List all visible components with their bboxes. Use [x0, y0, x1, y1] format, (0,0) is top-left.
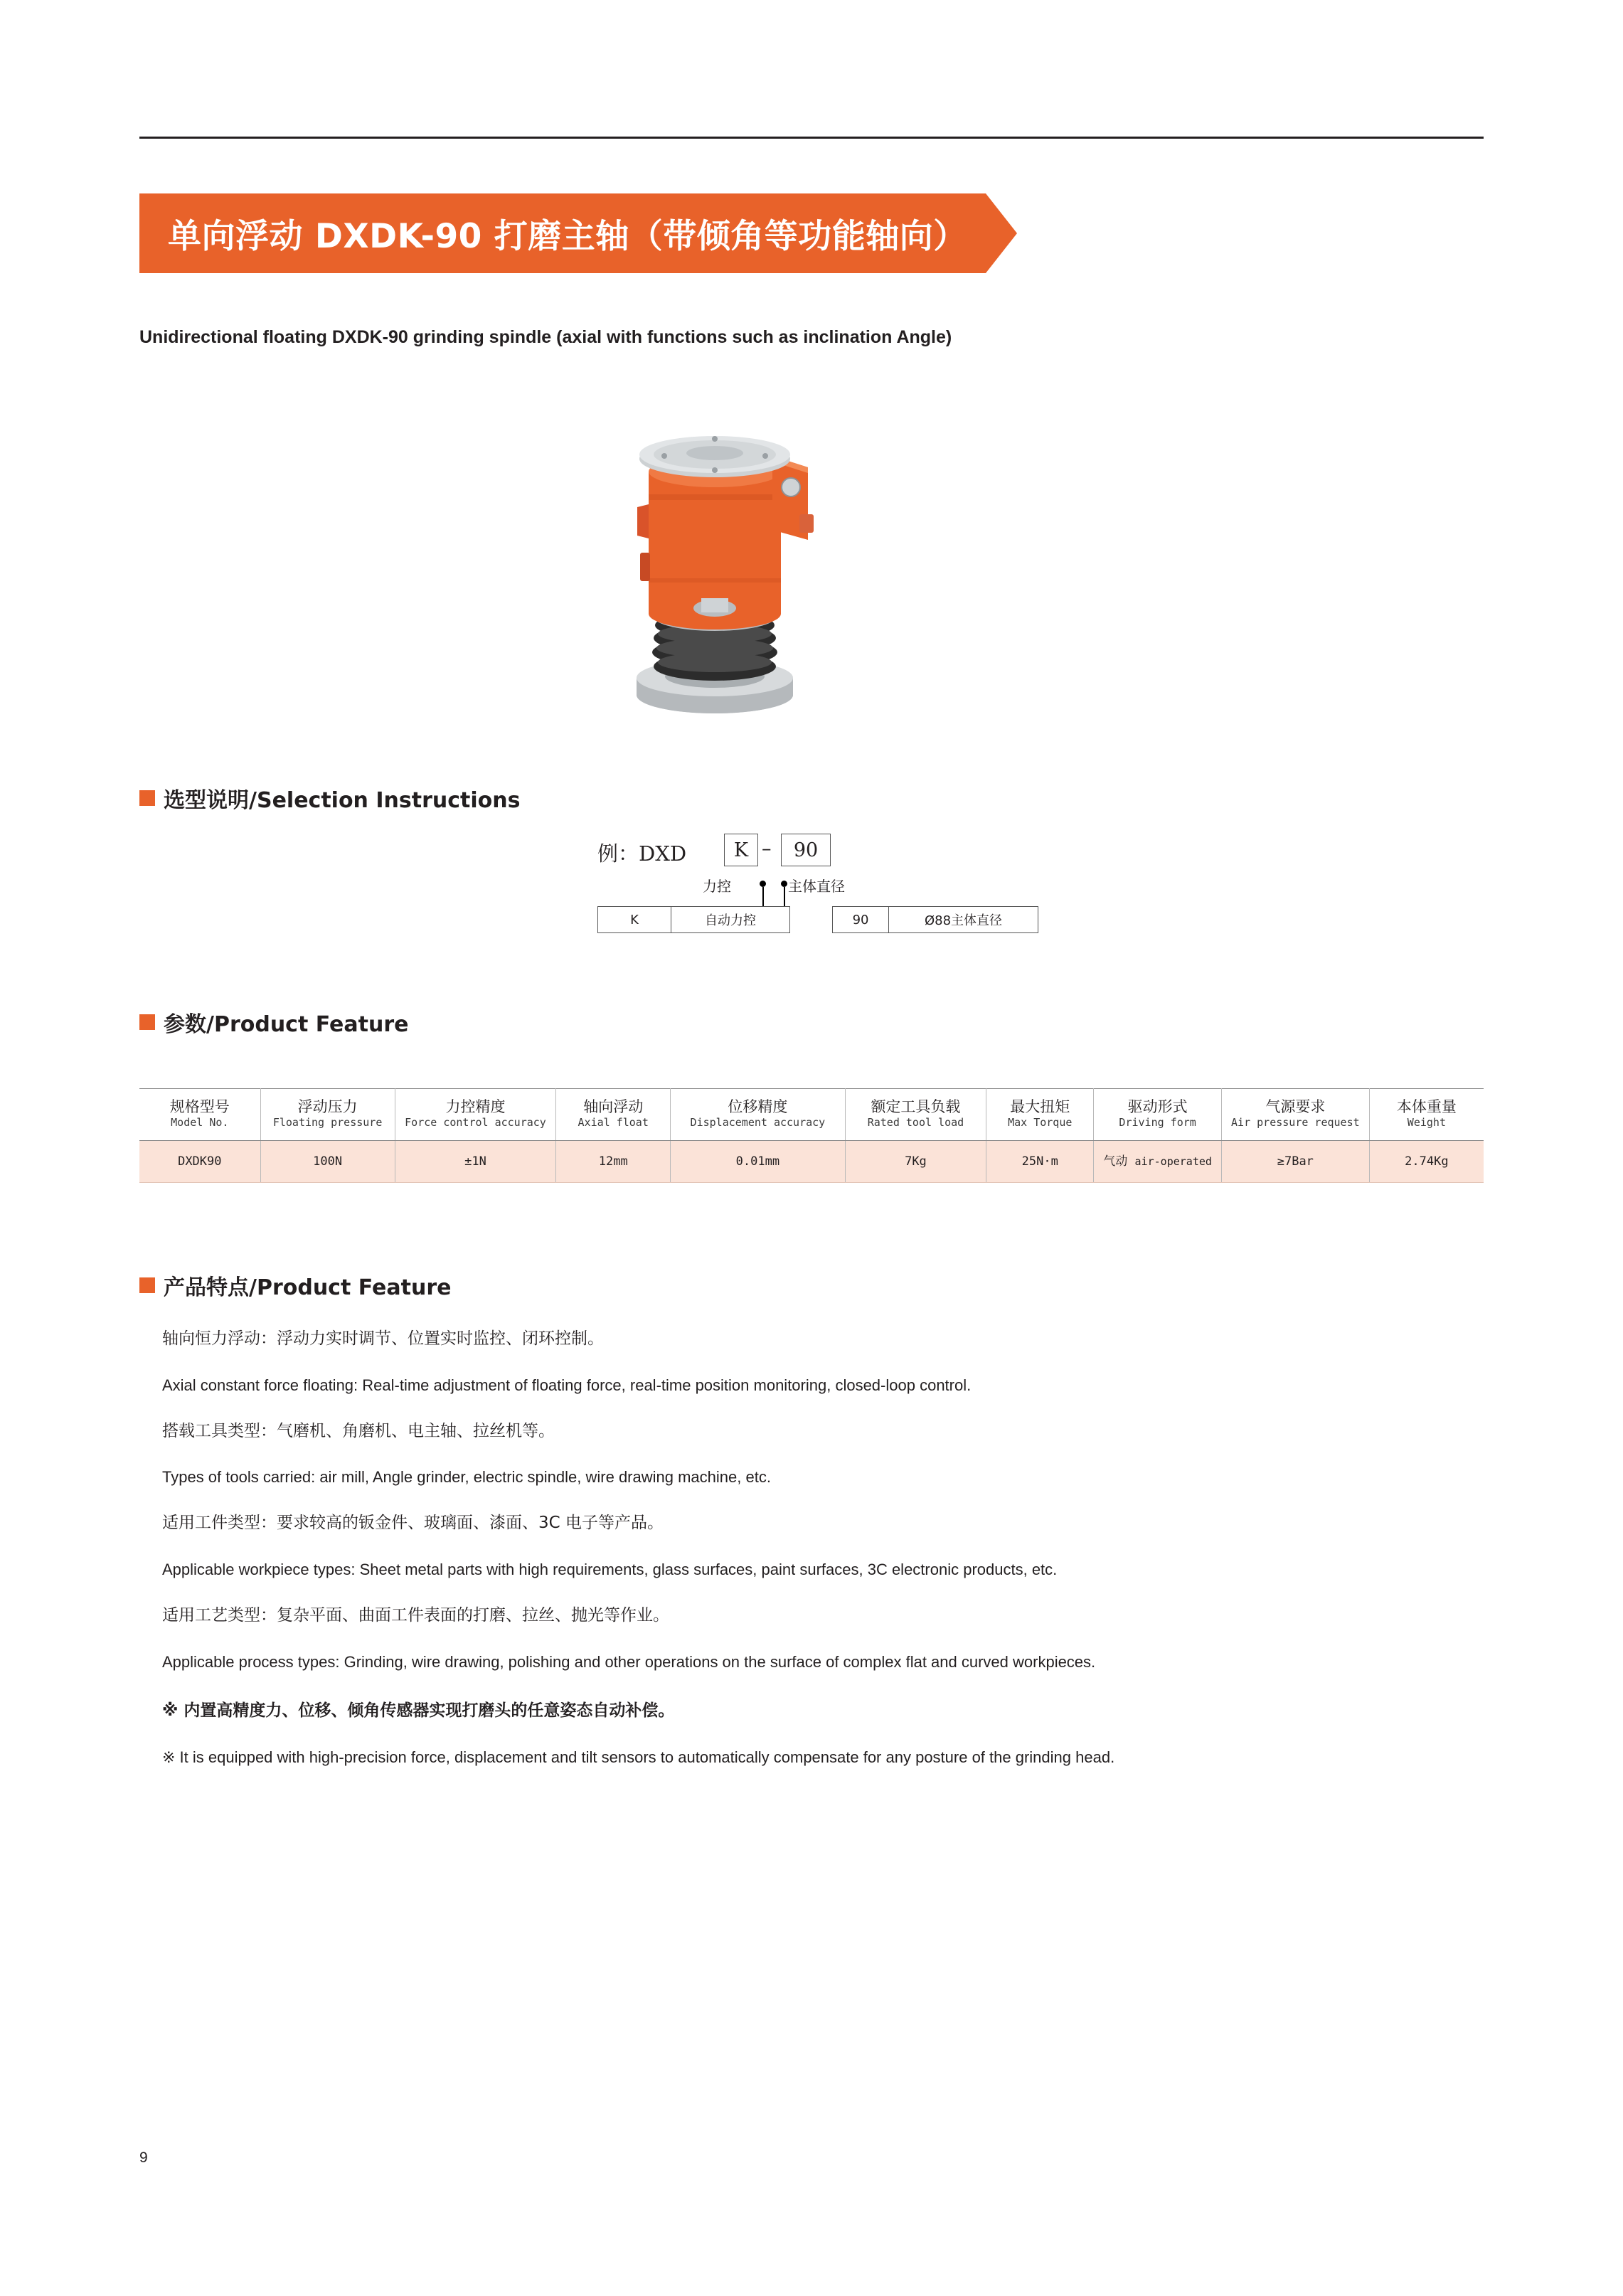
table-row — [139, 1140, 1484, 1182]
section-heading-selection-label: 选型说明/Selection Instructions — [164, 788, 521, 813]
selection-leader-force — [762, 887, 764, 907]
selection-code-box-diameter: 90 — [781, 834, 831, 866]
selection-leader-diameter — [784, 887, 785, 907]
col-force-accuracy: 力控精度 Force control accuracy — [395, 1089, 556, 1141]
feature-paragraph: 轴向恒力浮动：浮动力实时调节、位置实时监控、闭环控制。 — [162, 1329, 604, 1348]
square-bullet-icon — [139, 1014, 155, 1030]
product-photo — [569, 388, 868, 729]
feature-paragraph-note: ※ 内置高精度力、位移、倾角传感器实现打磨头的任意姿态自动补偿。 — [162, 1701, 675, 1720]
feature-paragraph: 适用工件类型：要求较高的钣金件、玻璃面、漆面、3C 电子等产品。 — [162, 1514, 664, 1533]
page-subtitle: Unidirectional floating DXDK-90 grinding spindle (axial with functions such as inclination Angle) — [139, 327, 952, 347]
title-banner — [139, 193, 1017, 273]
header-divider — [139, 137, 1484, 139]
page-number: 9 — [139, 2149, 148, 2166]
selection-diagram — [597, 832, 1038, 946]
selection-force-desc: 自动力控 — [671, 907, 790, 933]
selection-dot-force — [760, 881, 766, 887]
feature-paragraph: Applicable workpiece types: Sheet metal parts with high requirements, glass surfaces, paint surfaces, 3C electronic products, etc. — [162, 1561, 1058, 1579]
section-heading-parameters-label: 参数/Product Feature — [164, 1012, 409, 1037]
col-driving-form: 驱动形式 Driving form — [1094, 1089, 1222, 1141]
section-heading-selection — [139, 782, 520, 814]
selection-dot-diameter — [781, 881, 787, 887]
parameter-table — [139, 1088, 1484, 1183]
selection-diameter-desc: Ø88主体直径 — [889, 907, 1038, 933]
cell-floating-pressure: 100N — [260, 1140, 395, 1182]
section-heading-parameters — [139, 1006, 408, 1038]
cell-driving-form-en: air-operated — [1134, 1154, 1212, 1168]
selection-label-diameter: 主体直径 — [788, 878, 845, 895]
features-body — [162, 1327, 1469, 1791]
parameter-table-head — [139, 1089, 1484, 1141]
col-floating-pressure: 浮动压力 Floating pressure — [260, 1089, 395, 1141]
feature-paragraph: Applicable process types: Grinding, wire drawing, polishing and other operations on the surface of complex flat and curved workpieces. — [162, 1652, 1096, 1671]
cell-rated-tool-load: 7Kg — [845, 1140, 986, 1182]
feature-paragraph: Types of tools carried: air mill, Angle grinder, electric spindle, wire drawing machine, etc. — [162, 1468, 771, 1487]
col-air-pressure: 气源要求 Air pressure request — [1221, 1089, 1369, 1141]
square-bullet-icon — [139, 1277, 155, 1293]
cell-driving-form-cn: 气动 — [1103, 1154, 1128, 1169]
col-weight: 本体重量 Weight — [1369, 1089, 1484, 1141]
feature-paragraph-note: ※ It is equipped with high-precision force, displacement and tilt sensors to automatically compensate for any posture of the grinding head. — [162, 1748, 1115, 1766]
table-row — [598, 907, 790, 933]
selection-diameter-code: 90 — [833, 907, 889, 933]
table-header-row — [139, 1089, 1484, 1141]
selection-dash: – — [762, 838, 772, 860]
title-banner-arrow — [986, 193, 1017, 273]
page-title: 单向浮动 DXDK-90 打磨主轴（带倾角等功能轴向） — [168, 216, 967, 256]
cell-air-pressure: ≥7Bar — [1221, 1140, 1369, 1182]
cell-displacement-accuracy: 0.01mm — [671, 1140, 846, 1182]
table-row — [833, 907, 1038, 933]
selection-force-code: K — [598, 907, 671, 933]
col-model: 规格型号 Model No. — [139, 1089, 260, 1141]
parameter-table-body — [139, 1140, 1484, 1182]
cell-weight: 2.74Kg — [1369, 1140, 1484, 1182]
cell-max-torque: 25N·m — [986, 1140, 1094, 1182]
selection-table-force — [597, 906, 790, 933]
cell-axial-float: 12mm — [556, 1140, 671, 1182]
col-max-torque: 最大扭矩 Max Torque — [986, 1089, 1094, 1141]
cell-model: DXDK90 — [139, 1140, 260, 1182]
cell-driving-form — [1094, 1140, 1222, 1182]
col-rated-tool-load: 额定工具负载 Rated tool load — [845, 1089, 986, 1141]
title-banner-body — [139, 193, 986, 273]
selection-table-diameter — [832, 906, 1038, 933]
selection-code-box-k: K — [724, 834, 758, 866]
cell-force-accuracy: ±1N — [395, 1140, 556, 1182]
section-heading-features — [139, 1270, 451, 1301]
selection-example-prefix: 例：DXD — [597, 841, 687, 866]
feature-paragraph: 搭载工具类型：气磨机、角磨机、电主轴、拉丝机等。 — [162, 1421, 555, 1440]
col-axial-float: 轴向浮动 Axial float — [556, 1089, 671, 1141]
square-bullet-icon — [139, 790, 155, 806]
feature-paragraph: 适用工艺类型：复杂平面、曲面工件表面的打磨、拉丝、抛光等作业。 — [162, 1606, 669, 1625]
section-heading-features-label: 产品特点/Product Feature — [164, 1275, 452, 1300]
feature-paragraph: Axial constant force floating: Real-time adjustment of floating force, real-time position monitoring, closed-loop control. — [162, 1376, 972, 1394]
col-displacement-accuracy: 位移精度 Displacement accuracy — [671, 1089, 846, 1141]
selection-label-force-control: 力控 — [703, 878, 731, 895]
